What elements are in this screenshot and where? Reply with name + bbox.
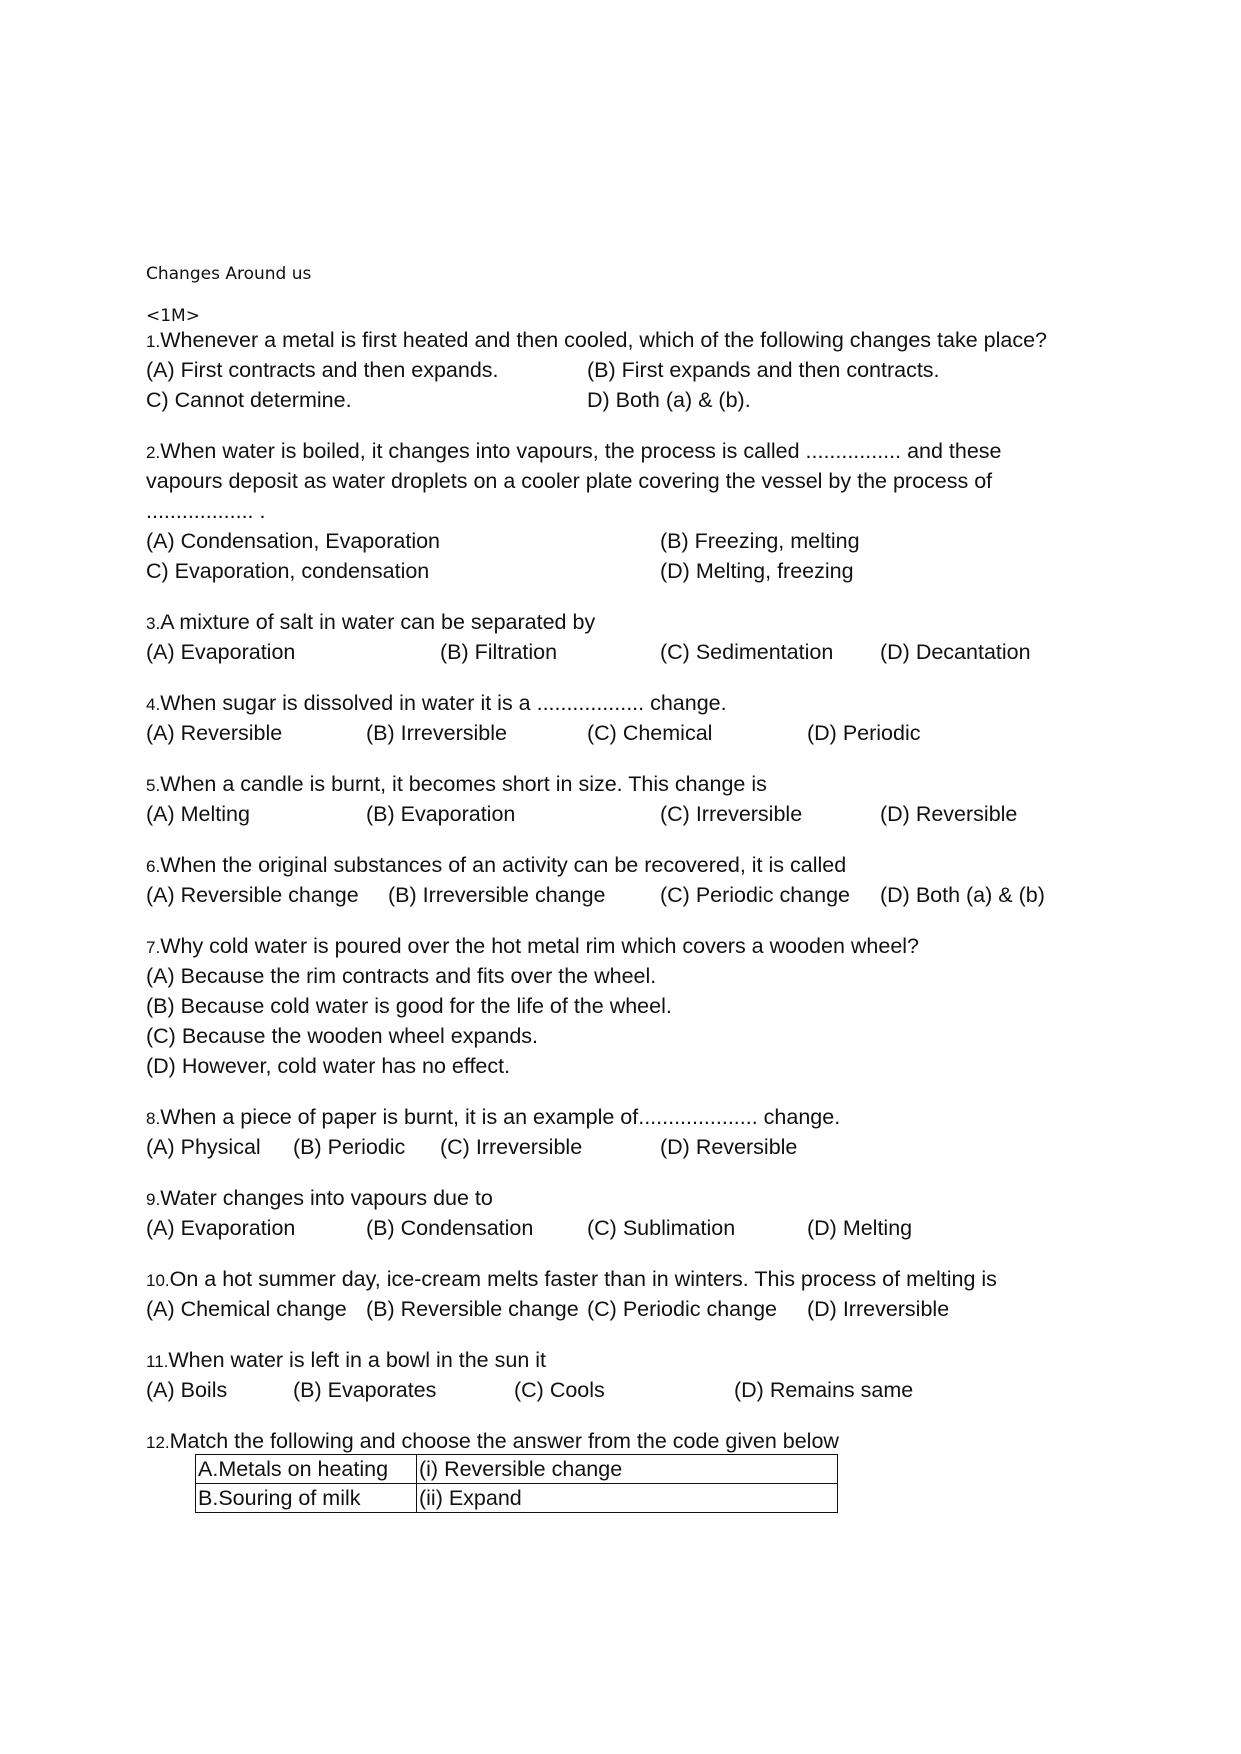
q10-option-d: (D) Irreversible: [807, 1297, 950, 1321]
q4-option-a: (A) Reversible: [146, 721, 283, 745]
question-number: 8.: [146, 1109, 161, 1128]
q9-option-a: (A) Evaporation: [146, 1216, 296, 1240]
q5-option-c: (C) Irreversible: [660, 802, 803, 826]
q7-option-d: (D) However, cold water has no effect.: [146, 1054, 511, 1078]
table-cell-right: (i) Reversible change: [417, 1455, 838, 1484]
question-number: 7.: [146, 938, 161, 957]
question-8: [146, 1105, 840, 1130]
q2-option-d: (D) Melting, freezing: [660, 559, 854, 583]
table-row: [196, 1455, 838, 1484]
q4-option-d: (D) Periodic: [807, 721, 921, 745]
question-11: [146, 1348, 546, 1373]
question-number: 2.: [146, 443, 161, 462]
question-number: 10.: [146, 1271, 170, 1290]
q5-option-a: (A) Melting: [146, 802, 250, 826]
question-7: [146, 934, 919, 959]
q6-option-c: (C) Periodic change: [660, 883, 851, 907]
question-text: On a hot summer day, ice-cream melts faster than in winters. This process of melting is: [169, 1267, 997, 1291]
q1-option-d: D) Both (a) & (b).: [587, 388, 751, 412]
question-4: [146, 691, 727, 716]
table-cell-left: B.Souring of milk: [196, 1484, 417, 1513]
q3-option-c: (C) Sedimentation: [660, 640, 834, 664]
q8-option-b: (B) Periodic: [293, 1135, 406, 1159]
table-cell-right: (ii) Expand: [417, 1484, 838, 1513]
q1-option-c: C) Cannot determine.: [146, 388, 352, 412]
q2-text-line-2: vapours deposit as water droplets on a cooler plate covering the vessel by the process of: [146, 469, 993, 493]
question-5: [146, 772, 767, 797]
match-table: [195, 1454, 838, 1513]
table-row: [196, 1484, 838, 1513]
question-number: 1.: [146, 332, 161, 351]
question-number: 5.: [146, 776, 161, 795]
question-12: [146, 1429, 839, 1454]
q3-option-b: (B) Filtration: [440, 640, 558, 664]
page-title: Changes Around us: [146, 264, 312, 284]
question-text: When sugar is dissolved in water it is a .................. change.: [160, 691, 727, 715]
q6-option-d: (D) Both (a) & (b): [880, 883, 1045, 907]
q3-option-a: (A) Evaporation: [146, 640, 296, 664]
question-text: When water is left in a bowl in the sun it: [168, 1348, 547, 1372]
question-number: 12.: [146, 1433, 170, 1452]
q1-option-b: (B) First expands and then contracts.: [587, 358, 940, 382]
q4-option-c: (C) Chemical: [587, 721, 713, 745]
question-9: [146, 1186, 493, 1211]
question-3: [146, 610, 595, 635]
question-text: When a piece of paper is burnt, it is an example of.................... change.: [160, 1105, 841, 1129]
question-text: When water is boiled, it changes into vapours, the process is called ................ and these: [160, 439, 1002, 463]
question-text: Whenever a metal is first heated and then cooled, which of the following changes take place?: [160, 328, 1047, 352]
q11-option-c: (C) Cools: [514, 1378, 605, 1402]
q11-option-a: (A) Boils: [146, 1378, 228, 1402]
question-number: 4.: [146, 695, 161, 714]
question-10: [146, 1267, 997, 1292]
q10-option-a: (A) Chemical change: [146, 1297, 347, 1321]
question-text: Water changes into vapours due to: [160, 1186, 493, 1210]
q2-option-a: (A) Condensation, Evaporation: [146, 529, 441, 553]
q10-option-b: (B) Reversible change: [366, 1297, 579, 1321]
q2-option-b: (B) Freezing, melting: [660, 529, 860, 553]
question-text: A mixture of salt in water can be separated by: [160, 610, 596, 634]
table-cell-left: A.Metals on heating: [196, 1455, 417, 1484]
q7-option-a: (A) Because the rim contracts and fits over the wheel.: [146, 964, 657, 988]
question-number: 6.: [146, 857, 161, 876]
q9-option-d: (D) Melting: [807, 1216, 913, 1240]
question-text: When a candle is burnt, it becomes short in size. This change is: [160, 772, 767, 796]
q5-option-b: (B) Evaporation: [366, 802, 516, 826]
question-6: [146, 853, 846, 878]
q2-option-c: C) Evaporation, condensation: [146, 559, 430, 583]
q8-option-d: (D) Reversible: [660, 1135, 798, 1159]
q6-option-b: (B) Irreversible change: [388, 883, 606, 907]
question-1: [146, 328, 1047, 353]
q8-option-a: (A) Physical: [146, 1135, 261, 1159]
q9-option-c: (C) Sublimation: [587, 1216, 736, 1240]
question-text: When the original substances of an activity can be recovered, it is called: [160, 853, 847, 877]
question-text: Why cold water is poured over the hot metal rim which covers a wooden wheel?: [160, 934, 920, 958]
question-number: 11.: [146, 1352, 169, 1371]
q4-option-b: (B) Irreversible: [366, 721, 507, 745]
q7-option-c: (C) Because the wooden wheel expands.: [146, 1024, 539, 1048]
q10-option-c: (C) Periodic change: [587, 1297, 778, 1321]
question-2: [146, 439, 1002, 464]
question-text: Match the following and choose the answer from the code given below: [169, 1429, 839, 1453]
q11-option-b: (B) Evaporates: [293, 1378, 437, 1402]
question-number: 9.: [146, 1190, 161, 1209]
q7-option-b: (B) Because cold water is good for the life of the wheel.: [146, 994, 672, 1018]
marks-label: <1M>: [146, 306, 200, 326]
q6-option-a: (A) Reversible change: [146, 883, 359, 907]
q3-option-d: (D) Decantation: [880, 640, 1031, 664]
q8-option-c: (C) Irreversible: [440, 1135, 583, 1159]
q11-option-d: (D) Remains same: [734, 1378, 914, 1402]
q1-option-a: (A) First contracts and then expands.: [146, 358, 499, 382]
q2-text-line-3: .................. .: [146, 499, 266, 523]
question-number: 3.: [146, 614, 161, 633]
q9-option-b: (B) Condensation: [366, 1216, 534, 1240]
q5-option-d: (D) Reversible: [880, 802, 1018, 826]
